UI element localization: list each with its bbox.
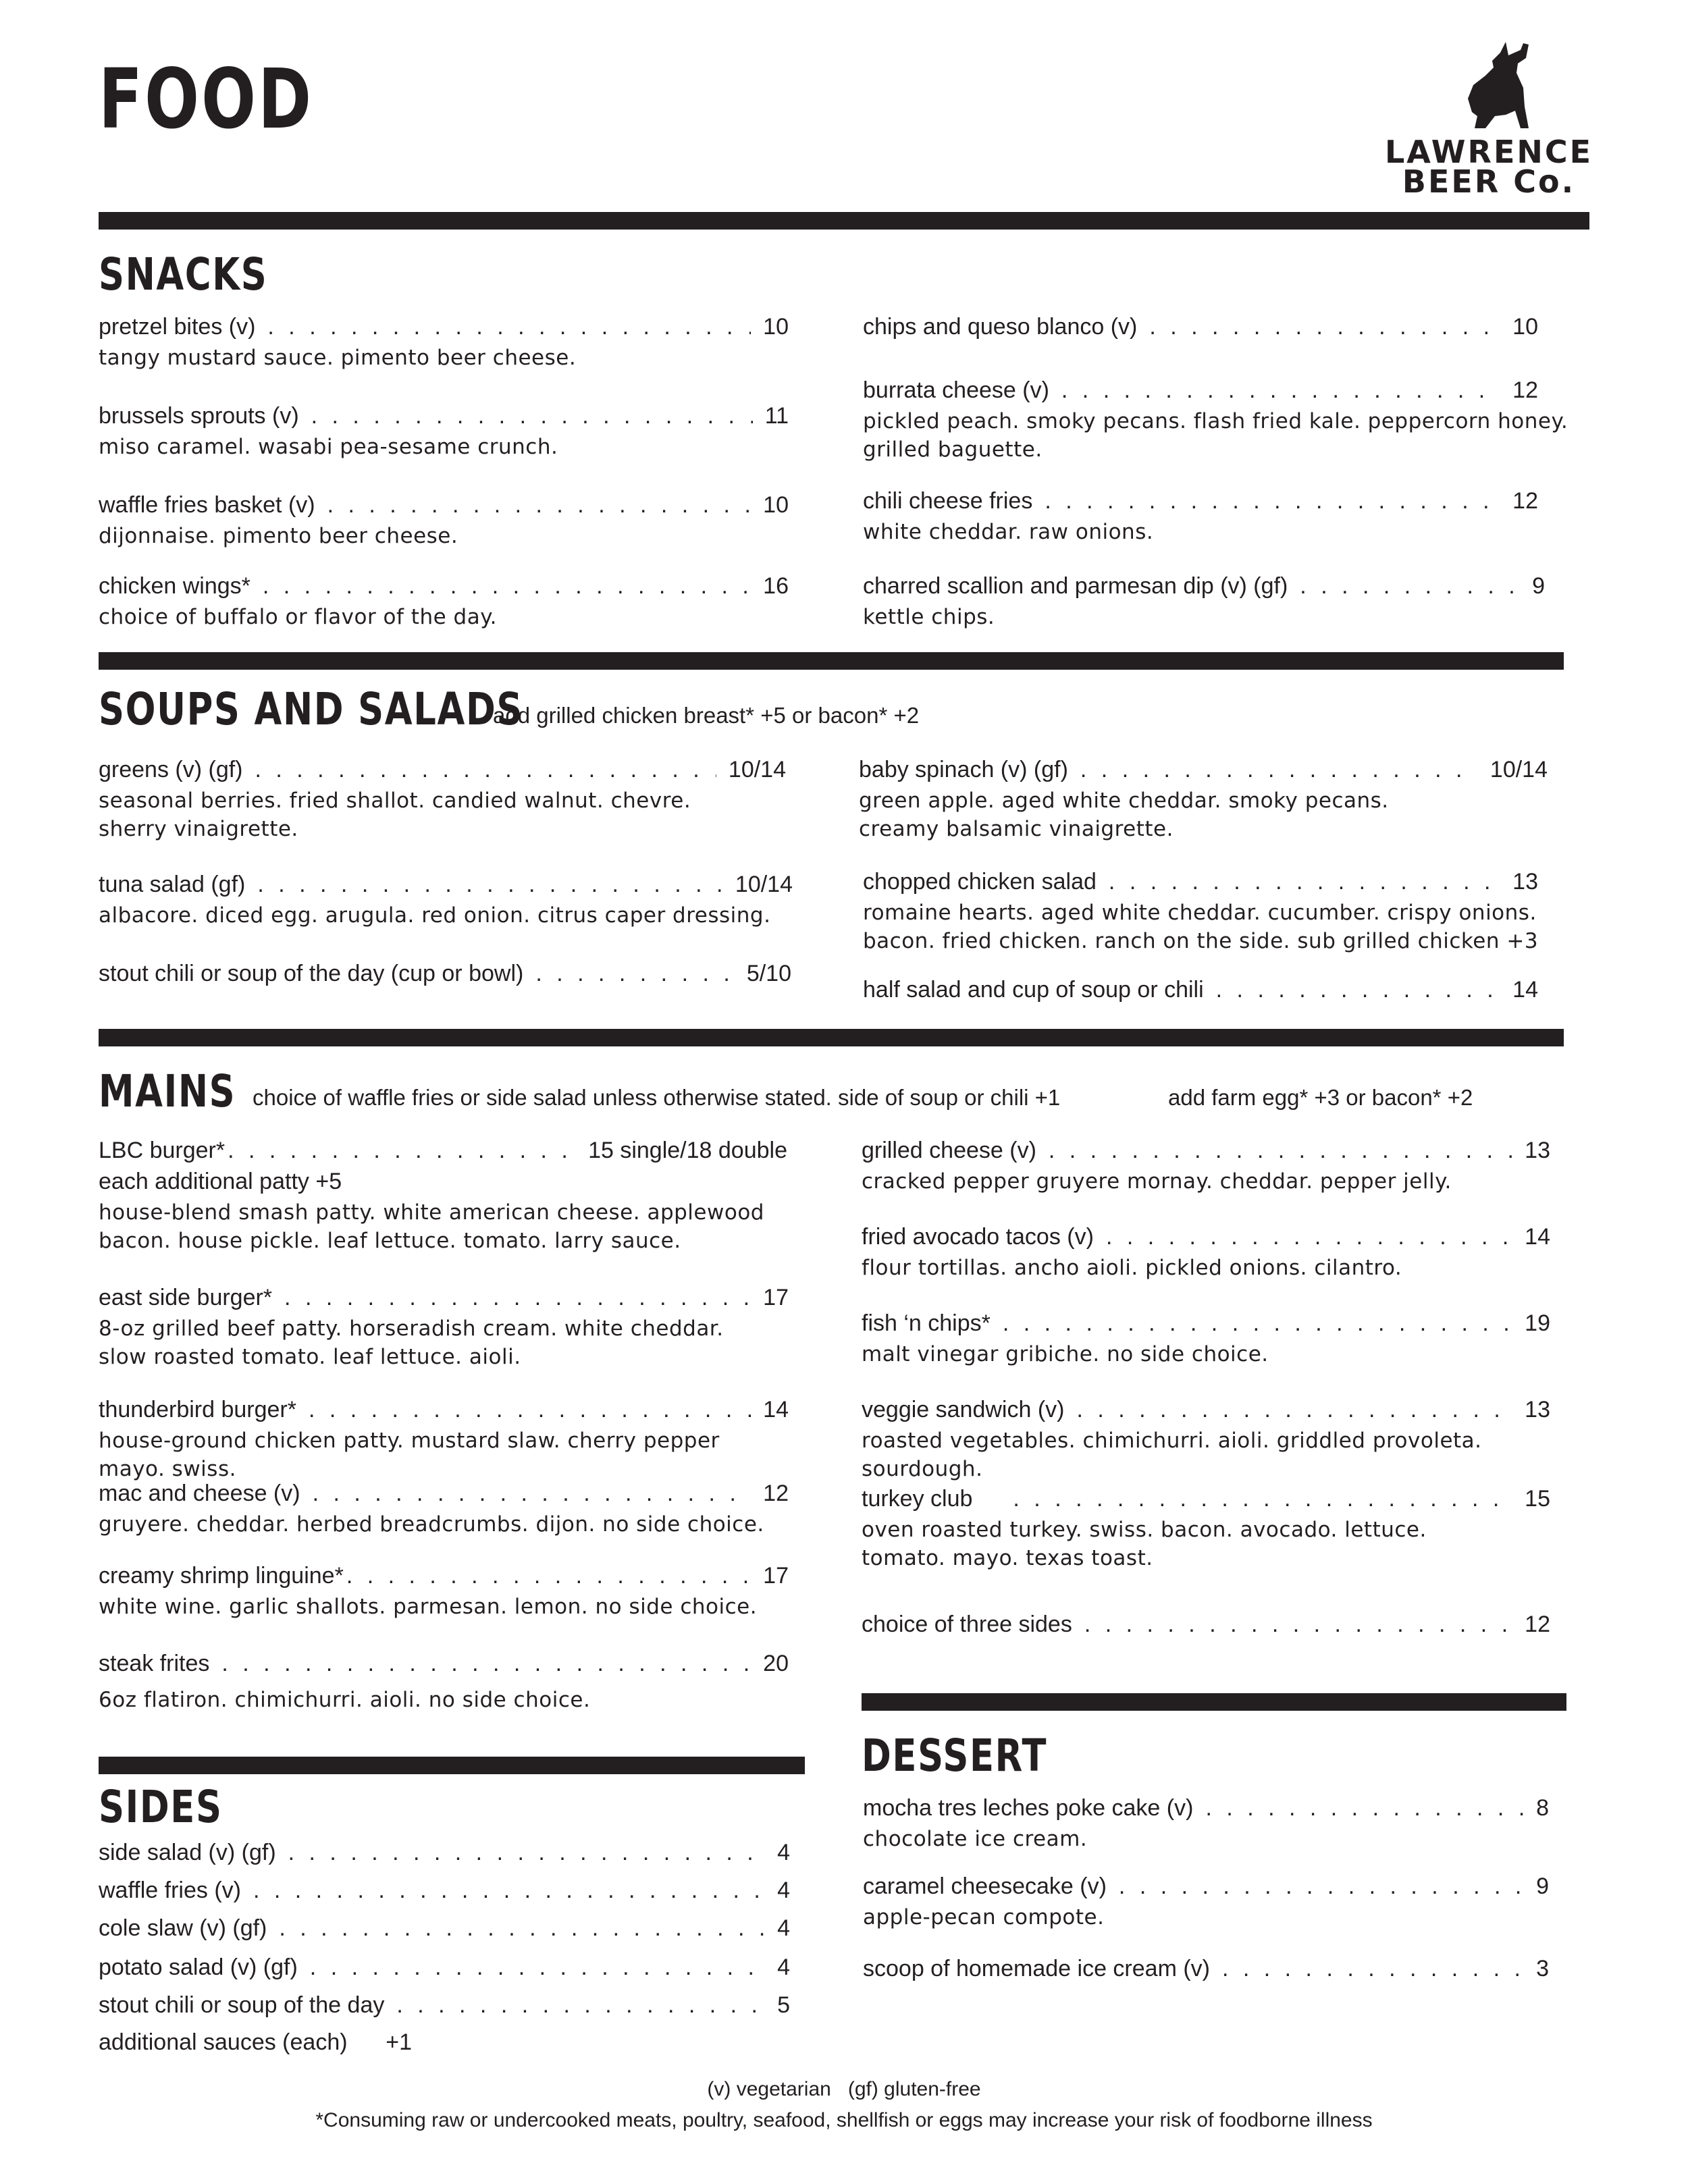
leader-dots: [1119, 1871, 1524, 1901]
menu-item: [862, 1609, 1550, 1639]
menu-item: [863, 1954, 1549, 1983]
section-divider: [99, 652, 1564, 670]
item-price: 10: [763, 314, 789, 340]
item-price: 5/10: [746, 961, 791, 986]
menu-item: [862, 1308, 1550, 1369]
menu-item: [99, 312, 789, 373]
item-price: 12: [763, 1481, 789, 1506]
item-name: fried avocado tacos (v): [862, 1224, 1094, 1250]
menu-item: [99, 571, 789, 632]
snacks-heading: SNACKS: [99, 248, 268, 300]
menu-item: [863, 486, 1538, 547]
leader-dots: [346, 1561, 751, 1591]
leader-dots: [1300, 571, 1520, 601]
leader-dots: [309, 1395, 751, 1424]
item-price: 3: [1536, 1956, 1549, 1981]
mains-heading: MAINS: [99, 1065, 236, 1117]
item-price: 14: [1512, 977, 1538, 1003]
menu-item: [99, 490, 789, 551]
item-desc: white cheddar. raw onions.: [863, 520, 1154, 545]
item-desc: tangy mustard sauce. pimento beer cheese.: [99, 346, 577, 371]
item-name: chili cheese fries: [863, 488, 1033, 514]
menu-item: [863, 375, 1568, 464]
additional-sauces: additional sauces (each) +1: [99, 2029, 412, 2055]
item-desc: seasonal berries. fried shallot. candied walnut. chevre. sherry vinaigrette.: [99, 789, 691, 842]
item-price: 10/14: [735, 872, 793, 897]
menu-item: [862, 1395, 1550, 1484]
leader-dots: [1084, 1609, 1512, 1639]
menu-item: [99, 755, 786, 844]
item-desc: albacore. diced egg. arugula. red onion. citrus caper dressing.: [99, 903, 771, 928]
item-name: cole slaw (v) (gf): [99, 1915, 267, 1941]
leader-dots: [1080, 755, 1478, 784]
menu-item: [99, 1838, 790, 1867]
menu-item: [863, 571, 1545, 632]
item-name: pretzel bites (v): [99, 314, 256, 340]
item-name: mocha tres leches poke cake (v): [863, 1795, 1194, 1821]
item-desc: 8-oz grilled beef patty. horseradish cream. white cheddar. slow roasted tomato. leaf lettuce. aioli.: [99, 1316, 724, 1370]
item-name: burrata cheese (v): [863, 377, 1049, 403]
item-name: mac and cheese (v): [99, 1481, 300, 1506]
menu-item: [99, 1561, 789, 1622]
leader-dots: [1045, 486, 1500, 516]
item-name: stout chili or soup of the day: [99, 1992, 385, 2018]
item-desc: gruyere. cheddar. herbed breadcrumbs. dijon. no side choice.: [99, 1512, 764, 1537]
item-price: 9: [1536, 1873, 1549, 1899]
menu-item: [99, 1913, 790, 1943]
item-name: caramel cheesecake (v): [863, 1873, 1107, 1899]
item-price: 10/14: [1489, 757, 1548, 782]
item-extra: each additional patty +5: [99, 1169, 342, 1195]
item-name: chips and queso blanco (v): [863, 314, 1138, 340]
item-price: 17: [763, 1563, 789, 1589]
item-desc: roasted vegetables. chimichurri. aioli. griddled provoleta. sourdough.: [862, 1429, 1482, 1482]
item-name: charred scallion and parmesan dip (v) (gf): [863, 573, 1288, 599]
section-divider: [99, 1029, 1564, 1046]
menu-item: [862, 1484, 1550, 1573]
item-desc: white wine. garlic shallots. parmesan. lemon. no side choice.: [99, 1595, 758, 1620]
logo-line-2: BEER Co.: [1402, 163, 1576, 200]
item-name: waffle fries (v): [99, 1877, 241, 1903]
item-price: 5: [777, 1992, 790, 2018]
item-desc: oven roasted turkey. swiss. bacon. avocado. lettuce. tomato. mayo. texas toast.: [862, 1518, 1427, 1571]
leader-dots: [257, 870, 723, 899]
item-price: 15 single/18 double: [588, 1138, 787, 1163]
item-name: side salad (v) (gf): [99, 1840, 276, 1865]
menu-item: [859, 755, 1548, 844]
leader-dots: [279, 1913, 765, 1943]
item-desc: chocolate ice cream.: [863, 1827, 1088, 1852]
menu-item: [99, 1952, 790, 1982]
item-name: choice of three sides: [862, 1612, 1072, 1637]
item-name: tuna salad (gf): [99, 872, 246, 897]
sides-heading: SIDES: [99, 1781, 223, 1833]
item-desc: house-blend smash patty. white american cheese. applewood bacon. house pickle. leaf lettuce. tomato. larry sauce.: [99, 1200, 764, 1254]
leader-dots: [228, 1136, 576, 1165]
item-name: east side burger*: [99, 1285, 273, 1310]
item-price: 13: [1525, 1397, 1550, 1422]
item-desc: choice of buffalo or flavor of the day.: [99, 605, 497, 630]
leader-dots: [255, 755, 716, 784]
menu-item: [99, 1283, 789, 1372]
item-desc: flour tortillas. ancho aioli. pickled onions. cilantro.: [862, 1256, 1402, 1281]
leader-dots: [1061, 375, 1500, 405]
soups-note: add grilled chicken breast* +5 or bacon* +2: [493, 703, 920, 728]
leader-dots: [310, 1952, 765, 1982]
leader-dots: [1013, 1484, 1512, 1514]
leader-dots: [535, 959, 734, 988]
leader-dots: [1003, 1308, 1522, 1338]
leader-dots: [327, 490, 751, 520]
item-price: 20: [763, 1651, 789, 1676]
item-desc: pickled peach. smoky pecans. flash fried kale. peppercorn honey. grilled baguette.: [863, 409, 1568, 462]
item-desc: malt vinegar gribiche. no side choice.: [862, 1342, 1269, 1367]
leader-dots: [263, 571, 751, 601]
item-name: steak frites: [99, 1651, 210, 1676]
menu-item: [99, 870, 793, 930]
item-name: turkey club: [862, 1486, 973, 1512]
item-price: 19: [1525, 1310, 1550, 1336]
leader-dots: [267, 312, 751, 342]
item-name: baby spinach (v) (gf): [859, 757, 1068, 782]
item-price: 16: [763, 573, 789, 599]
leader-dots: [1076, 1395, 1512, 1424]
item-desc: 6oz flatiron. chimichurri. aioli. no side choice.: [99, 1688, 591, 1713]
item-price: 4: [777, 1954, 790, 1980]
item-desc: romaine hearts. aged white cheddar. cucumber. crispy onions. bacon. fried chicken. ranch on the side. sub grilled chicken +3: [863, 901, 1539, 954]
item-desc: dijonnaise. pimento beer cheese.: [99, 524, 458, 549]
menu-item: [863, 975, 1538, 1005]
menu-item: [863, 312, 1538, 342]
item-name: scoop of homemade ice cream (v): [863, 1956, 1210, 1981]
item-desc: house-ground chicken patty. mustard slaw. cherry pepper mayo. swiss.: [99, 1429, 720, 1482]
item-desc: cracked pepper gruyere mornay. cheddar. pepper jelly.: [862, 1169, 1452, 1194]
item-price: 4: [777, 1915, 790, 1941]
item-price: 14: [1525, 1224, 1550, 1250]
item-price: 12: [1512, 377, 1538, 403]
section-divider: [862, 1693, 1566, 1711]
item-price: 4: [777, 1840, 790, 1865]
item-price: 10/14: [728, 757, 786, 782]
item-price: 13: [1512, 869, 1538, 895]
dietary-legend: (v) vegetarian (gf) gluten-free: [707, 2078, 981, 2100]
page-title: FOOD: [99, 51, 314, 147]
item-name: potato salad (v) (gf): [99, 1954, 298, 1980]
leader-dots: [1222, 1954, 1524, 1983]
item-desc: apple-pecan compote.: [863, 1905, 1105, 1930]
item-name: thunderbird burger*: [99, 1397, 296, 1422]
menu-item: [99, 401, 789, 462]
menu-item: [862, 1136, 1550, 1196]
item-name: stout chili or soup of the day (cup or bowl): [99, 961, 524, 986]
menu-item: [99, 1395, 789, 1484]
leader-dots: [221, 1649, 751, 1678]
item-name: chopped chicken salad: [863, 869, 1097, 895]
item-name: chicken wings*: [99, 573, 250, 599]
menu-item: [862, 1222, 1550, 1283]
item-name: brussels sprouts (v): [99, 403, 299, 429]
dog-icon: [1458, 41, 1533, 135]
menu-item: [99, 1649, 789, 1715]
item-name: veggie sandwich (v): [862, 1397, 1065, 1422]
food-safety-warning: *Consuming raw or undercooked meats, poultry, seafood, shellfish or eggs may increase your risk of foodborne illness: [315, 2109, 1373, 2131]
menu-item: [99, 1136, 787, 1256]
item-price: 12: [1512, 488, 1538, 514]
item-name: fish ‘n chips*: [862, 1310, 991, 1336]
leader-dots: [311, 401, 753, 431]
leader-dots: [313, 1479, 751, 1508]
logo-line-1: LAWRENCE: [1384, 134, 1593, 170]
item-price: 13: [1525, 1138, 1550, 1163]
leader-dots: [396, 1990, 765, 2020]
menu-item: [863, 1871, 1549, 1932]
logo: [1384, 41, 1593, 200]
leader-dots: [1109, 867, 1500, 897]
leader-dots: [288, 1838, 765, 1867]
item-price: 12: [1525, 1612, 1550, 1637]
item-price: 4: [777, 1877, 790, 1903]
item-name: LBC burger*: [99, 1138, 226, 1163]
menu-item: [863, 1793, 1549, 1854]
menu-item: [99, 1875, 790, 1905]
menu-item: [99, 959, 791, 988]
leader-dots: [1106, 1222, 1512, 1252]
item-name: half salad and cup of soup or chili: [863, 977, 1204, 1003]
section-divider: [99, 212, 1589, 230]
item-price: 14: [763, 1397, 789, 1422]
dessert-heading: DESSERT: [862, 1730, 1048, 1782]
soups-heading: SOUPS AND SALADS: [99, 683, 524, 735]
menu-item: [99, 1479, 789, 1539]
item-desc: green apple. aged white cheddar. smoky pecans. creamy balsamic vinaigrette.: [859, 789, 1389, 842]
leader-dots: [253, 1875, 765, 1905]
item-name: creamy shrimp linguine*: [99, 1563, 344, 1589]
leader-dots: [1049, 1136, 1512, 1165]
mains-note-addons: add farm egg* +3 or bacon* +2: [1168, 1085, 1473, 1110]
item-name: grilled cheese (v): [862, 1138, 1036, 1163]
item-price: 9: [1532, 573, 1545, 599]
leader-dots: [1149, 312, 1500, 342]
menu-item: [99, 1990, 790, 2020]
item-price: 10: [1512, 314, 1538, 340]
leader-dots: [1205, 1793, 1524, 1823]
item-name: waffle fries basket (v): [99, 492, 315, 518]
menu-item: [863, 867, 1538, 956]
item-desc: kettle chips.: [863, 605, 995, 630]
item-price: 17: [763, 1285, 789, 1310]
item-desc: miso caramel. wasabi pea-sesame crunch.: [99, 435, 558, 460]
leader-dots: [284, 1283, 751, 1312]
item-name: greens (v) (gf): [99, 757, 243, 782]
mains-note-sides: choice of waffle fries or side salad unless otherwise stated. side of soup or chili +1: [253, 1085, 1061, 1110]
item-price: 15: [1525, 1486, 1550, 1512]
item-price: 11: [764, 403, 789, 429]
item-price: 10: [763, 492, 789, 518]
leader-dots: [1216, 975, 1501, 1005]
item-price: 8: [1536, 1795, 1549, 1821]
section-divider: [99, 1757, 805, 1774]
